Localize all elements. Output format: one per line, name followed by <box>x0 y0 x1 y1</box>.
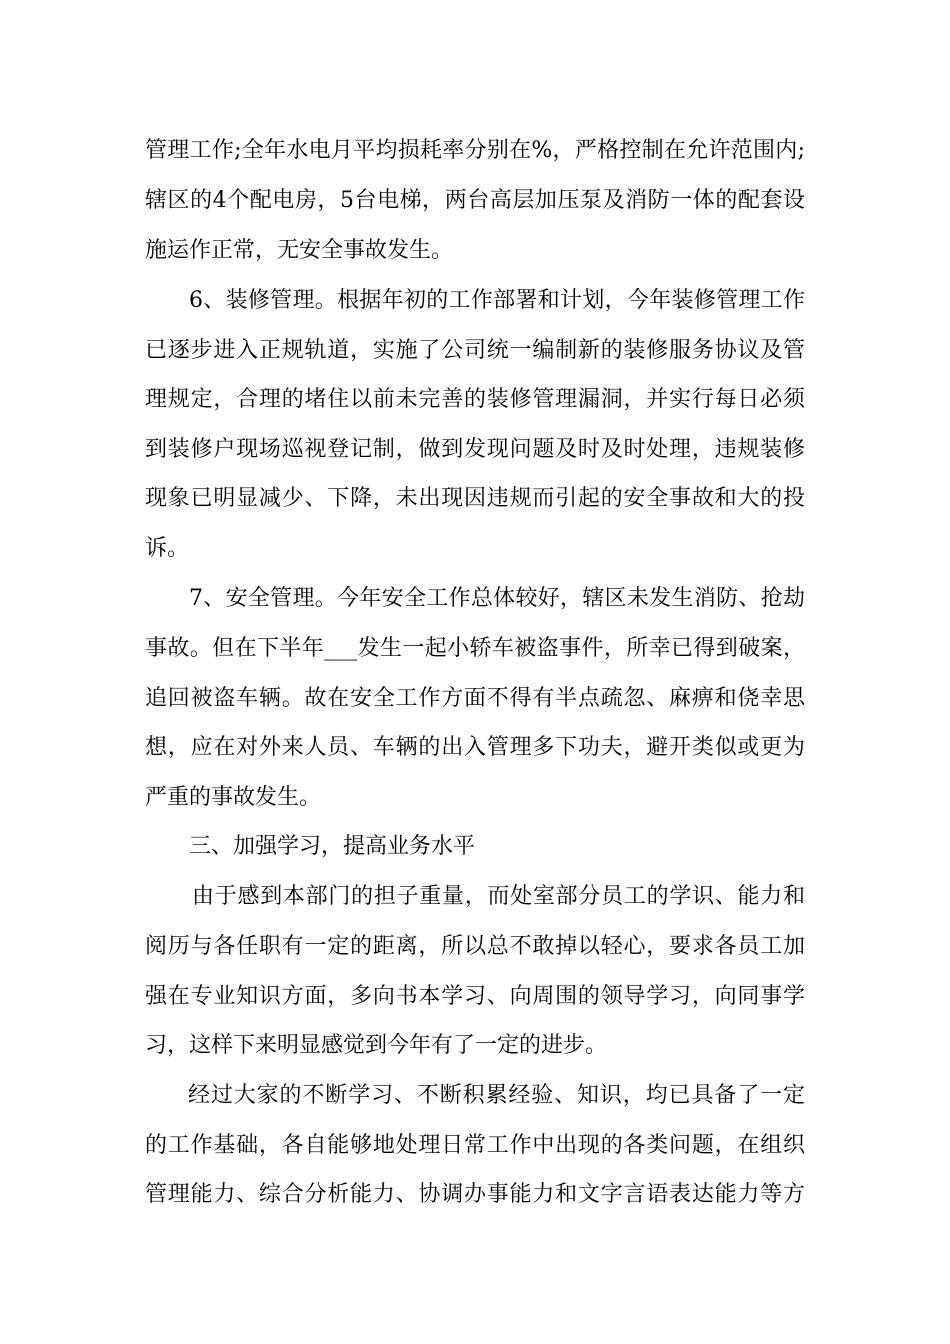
text-line: 的工作基础，各自能够地处理日常工作中出现的各类问题，在组织 <box>145 1133 805 1158</box>
text-line: 由于感到本部门的担子重量，而处室部分员工的学识、能力和 <box>192 884 805 909</box>
text-line: 管理工作;全年水电月平均损耗率分别在%，严格控制在允许范围内; <box>145 138 805 163</box>
text-line: 管理能力、综合分析能力、协调办事能力和文字言语表达能力等方 <box>145 1182 805 1207</box>
text-line: 阅历与各任职有一定的距离，所以总不敢掉以轻心，要求各员工加 <box>145 934 805 959</box>
text-line: 诉。 <box>145 536 190 561</box>
text-line: 6、装修管理。根据年初的工作部署和计划，今年装修管理工作 <box>189 288 805 313</box>
text-line: 到装修户现场巡视登记制，做到发现问题及时及时处理，违规装修 <box>145 437 805 462</box>
text-line: 施运作正常，无安全事故发生。 <box>145 238 454 263</box>
text-line: 经过大家的不断学习、不断积累经验、知识，均已具备了一定 <box>188 1083 805 1108</box>
text-line: 辖区的4个配电房，5台电梯，两台高层加压泵及消防一体的配套设 <box>145 188 805 213</box>
text-line: 追回被盗车辆。故在安全工作方面不得有半点疏忽、麻痹和侥幸思 <box>145 686 805 711</box>
text-line: 强在专业知识方面，多向书本学习、向周围的领导学习，向同事学 <box>145 984 805 1009</box>
text-line: 已逐步进入正规轨道，实施了公司统一编制新的装修服务协议及管 <box>145 338 805 363</box>
text-line: 事故。但在下半年___发生一起小轿车被盗事件，所幸已得到破案， <box>145 636 805 661</box>
text-line: 理规定，合理的堵住以前未完善的装修管理漏洞，并实行每日必须 <box>145 387 805 412</box>
text-line: 想，应在对外来人员、车辆的出入管理多下功夫，避开类似或更为 <box>145 735 805 760</box>
text-line: 7、安全管理。今年安全工作总体较好，辖区未发生消防、抢劫 <box>189 586 805 611</box>
text-line: 现象已明显减少、下降，未出现因违规而引起的安全事故和大的投 <box>145 486 805 511</box>
text-line: 严重的事故发生。 <box>145 785 322 810</box>
section-heading: 三、加强学习，提高业务水平 <box>189 834 476 859</box>
text-line: 习，这样下来明显感觉到今年有了一定的进步。 <box>145 1033 608 1058</box>
